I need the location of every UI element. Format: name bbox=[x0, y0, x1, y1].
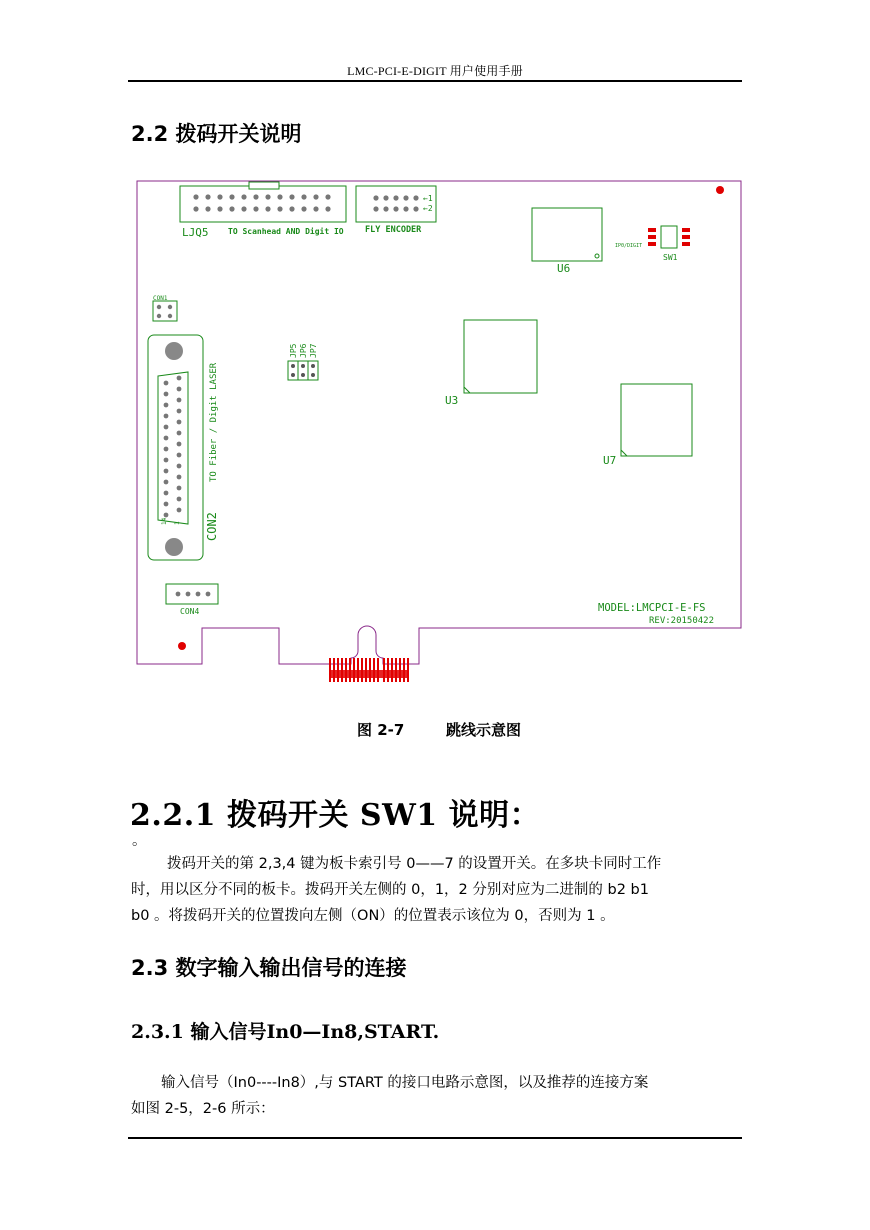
pin1-label: ←1 bbox=[423, 194, 433, 203]
figure-title: 跳线示意图 bbox=[446, 721, 522, 739]
con2-label: CON2 bbox=[205, 512, 219, 541]
header-rule bbox=[128, 80, 742, 82]
u6-label: U6 bbox=[557, 262, 571, 275]
input-paragraph-line-2: 如图 2-5，2-6 所示： bbox=[131, 1101, 275, 1117]
footer-rule bbox=[128, 1137, 742, 1139]
board-diagram bbox=[136, 180, 742, 682]
sw1-paragraph-line-3: b0 。将拨码开关的位置拨向左侧（ON）的位置表示该位为 0，否则为 1 。 bbox=[131, 908, 615, 924]
input-paragraph-line-1: 输入信号（In0----In8）,与 START 的接口电路示意图，以及推荐的连接方案 bbox=[161, 1075, 649, 1091]
section-2-3-1-heading: 2.3.1 输入信号In0—In8,START. bbox=[131, 1021, 440, 1043]
section-2-3-heading: 2.3 数字输入输出信号的连接 bbox=[131, 956, 407, 980]
ljq5-label: LJQ5 bbox=[182, 226, 209, 239]
running-header: LMC-PCI-E-DIGIT 用户使用手册 bbox=[347, 64, 523, 78]
section-2-2-heading: 2.2 拨码开关说明 bbox=[131, 122, 302, 146]
fly-encoder-label: FLY ENCODER bbox=[365, 225, 422, 235]
mounting-dot bbox=[716, 186, 724, 194]
section-2-2-1-heading: 2.2.1 拨码开关 SW1 说明： bbox=[130, 798, 541, 833]
chip-u6 bbox=[532, 208, 602, 261]
chip-u3 bbox=[464, 320, 537, 393]
jp7-label: JP7 bbox=[309, 343, 318, 358]
jp5-label: JP5 bbox=[289, 343, 298, 358]
ljq5-desc: TO Scanhead AND Digit IO bbox=[228, 227, 344, 236]
con2-connector bbox=[148, 335, 203, 560]
stray-mark: 。 bbox=[132, 833, 147, 849]
u3-label: U3 bbox=[445, 394, 459, 407]
con1-connector bbox=[153, 301, 177, 321]
con4-label: CON4 bbox=[180, 607, 200, 616]
con2-desc: TO Fiber / Digit LASER bbox=[209, 362, 219, 482]
figure-number: 图 2-7 bbox=[357, 721, 405, 739]
pin2-label: ←2 bbox=[423, 204, 433, 213]
con1-label: CON1 bbox=[153, 295, 168, 302]
model-label: MODEL:LMCPCI-E-FS bbox=[598, 602, 706, 614]
jp6-label: JP6 bbox=[299, 343, 308, 358]
u7-label: U7 bbox=[603, 454, 617, 467]
rev-label: REV:20150422 bbox=[649, 616, 715, 626]
board-outline bbox=[137, 181, 741, 664]
chip-u7 bbox=[621, 384, 692, 456]
sw1-paragraph-line-2: 时，用以区分不同的板卡。拨码开关左侧的 0，1，2 分别对应为二进制的 b2 b1 bbox=[131, 882, 649, 898]
mounting-dot-2 bbox=[178, 642, 186, 650]
con2-pin14-label: 14 bbox=[161, 517, 168, 525]
pcie-gold-fingers bbox=[329, 658, 409, 682]
ljq5-connector bbox=[180, 182, 346, 222]
jumpers-jp5-jp7 bbox=[288, 361, 318, 380]
sw1-paragraph-line-1: 拨码开关的第 2,3,4 键为板卡索引号 0——7 的设置开关。在多块卡同时工作 bbox=[167, 856, 662, 872]
con2-pin1-label: 1 bbox=[174, 521, 181, 525]
sw-small-label: IP0/DIGIT bbox=[615, 243, 643, 249]
sw1-label: SW1 bbox=[663, 253, 678, 262]
sw1-switch bbox=[648, 226, 690, 248]
